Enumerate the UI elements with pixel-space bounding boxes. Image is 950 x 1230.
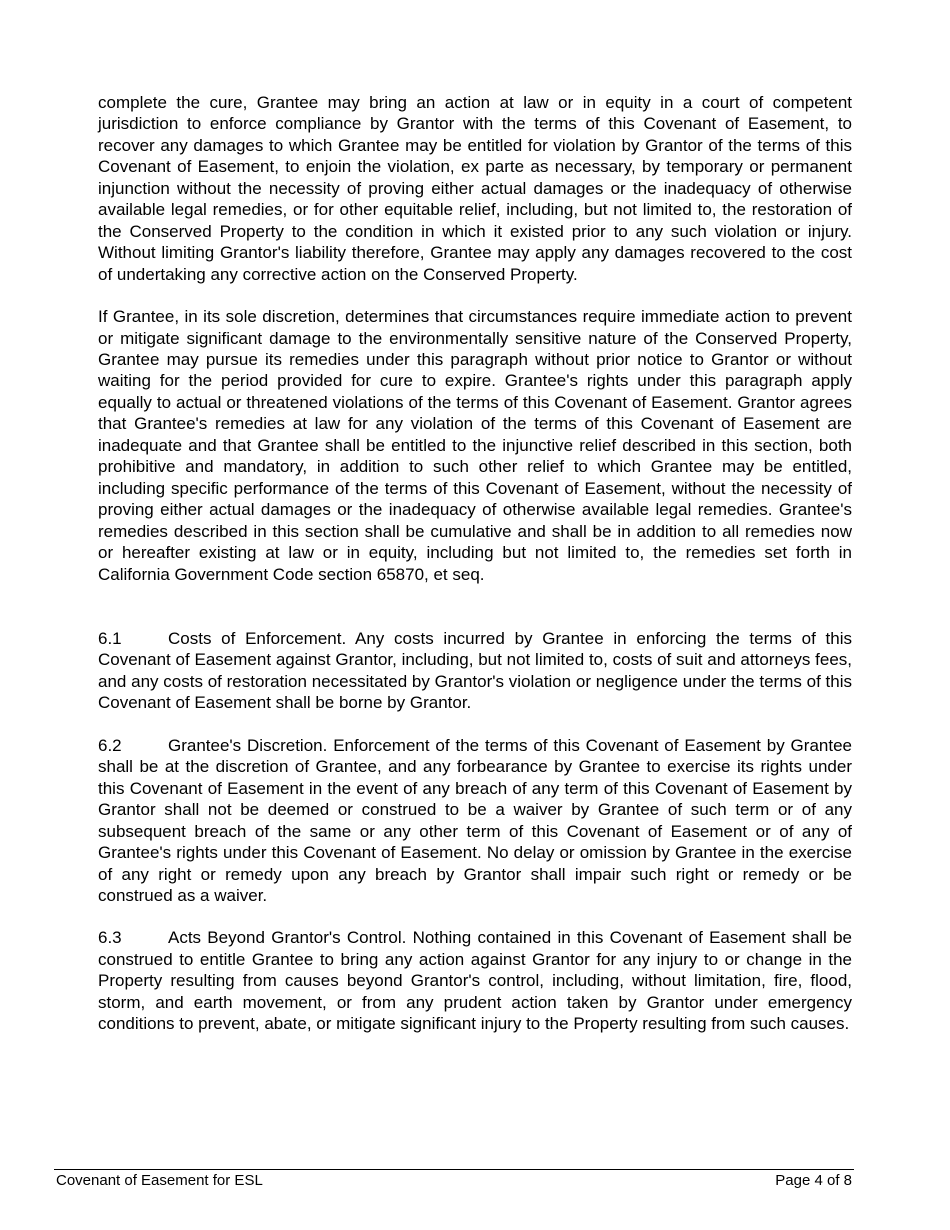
section-6-2 [98,735,852,907]
document-body [98,92,852,1035]
section-number: 6.3 [98,928,122,948]
section-number: 6.2 [98,735,122,755]
footer-page-number: Page 4 of 8 [775,1172,852,1189]
section-text: Costs of Enforcement. Any costs incurred by Grantee in enforcing the terms of this Covenant of Easement against Grantor, including, but not limited to, costs of suit and attorneys fees, and any costs of restoration necessitated by Grantor's violation or negligence under the terms of this Covenant of Easement shall be borne by Grantor. [98,628,852,713]
footer-document-title: Covenant of Easement for ESL [56,1172,263,1189]
body-paragraph: If Grantee, in its sole discretion, determines that circumstances require immediate action to prevent or mitigate significant damage to the environmentally sensitive nature of the Conserved Property, Grantee may pursue its remedies under this paragraph without prior notice to Grantor or without waiting for the period provided for cure to expire. Grantee's rights under this paragraph apply equally to actual or threatened violations of the terms of this Covenant of Easement. Grantor agrees that Grantee's remedies at law for any violation of the terms of this Covenant of Easement are inadequate and that Grantee shall be entitled to the injunctive relief described in this section, both prohibitive and mandatory, in addition to such other relief to which Grantee may be entitled, including specific performance of the terms of this Covenant of Easement, without the necessity of proving either actual damages or the inadequacy of otherwise available legal remedies. Grantee's remedies described in this section shall be cumulative and shall be in addition to all remedies now or hereafter existing at law or in equity, including but not limited to, the remedies set forth in California Government Code section 65870, et seq. [98,307,852,584]
section-text: Grantee's Discretion. Enforcement of the terms of this Covenant of Easement by Grantee shall be at the discretion of Grantee, and any forbearance by Grantee to exercise its rights under this Covenant of Easement in the event of any breach of any term of this Covenant of Easement by Grantor shall not be deemed or construed to be a waiver by Grantee of such term or of any subsequent breach of the same or any other term of this Covenant of Easement or of any of Grantee's rights under this Covenant of Easement. No delay or omission by Grantee in the exercise of any right or remedy upon any breach by Grantor shall impair such right or remedy or be construed as a waiver. [98,735,852,905]
section-6-3 [98,927,852,1034]
section-text: Acts Beyond Grantor's Control. Nothing contained in this Covenant of Easement shall be construed to entitle Grantee to bring any action against Grantor for any injury to or change in the Property resulting from causes beyond Grantor's control, including, without limitation, fire, flood, storm, and earth movement, or from any prudent action taken by Grantor under emergency conditions to prevent, abate, or mitigate significant injury to the Property resulting from such causes. [98,928,852,1034]
section-number: 6.1 [98,628,122,648]
body-paragraph: complete the cure, Grantee may bring an action at law or in equity in a court of competent jurisdiction to enforce compliance by Grantor with the terms of this Covenant of Easement, to recover any damages to which Grantee may be entitled for violation by Grantor of the terms of this Covenant of Easement, to enjoin the violation, ex parte as necessary, by temporary or permanent injunction without the necessity of proving either actual damages or the inadequacy of otherwise available legal remedies, or for other equitable relief, including, but not limited to, the restoration of the Conserved Property to the condition in which it existed prior to any such violation or injury. Without limiting Grantor's liability therefore, Grantee may apply any damages recovered to the cost of undertaking any corrective action on the Conserved Property. [98,93,852,284]
footer-divider [54,1169,854,1170]
section-6-1 [98,628,852,714]
